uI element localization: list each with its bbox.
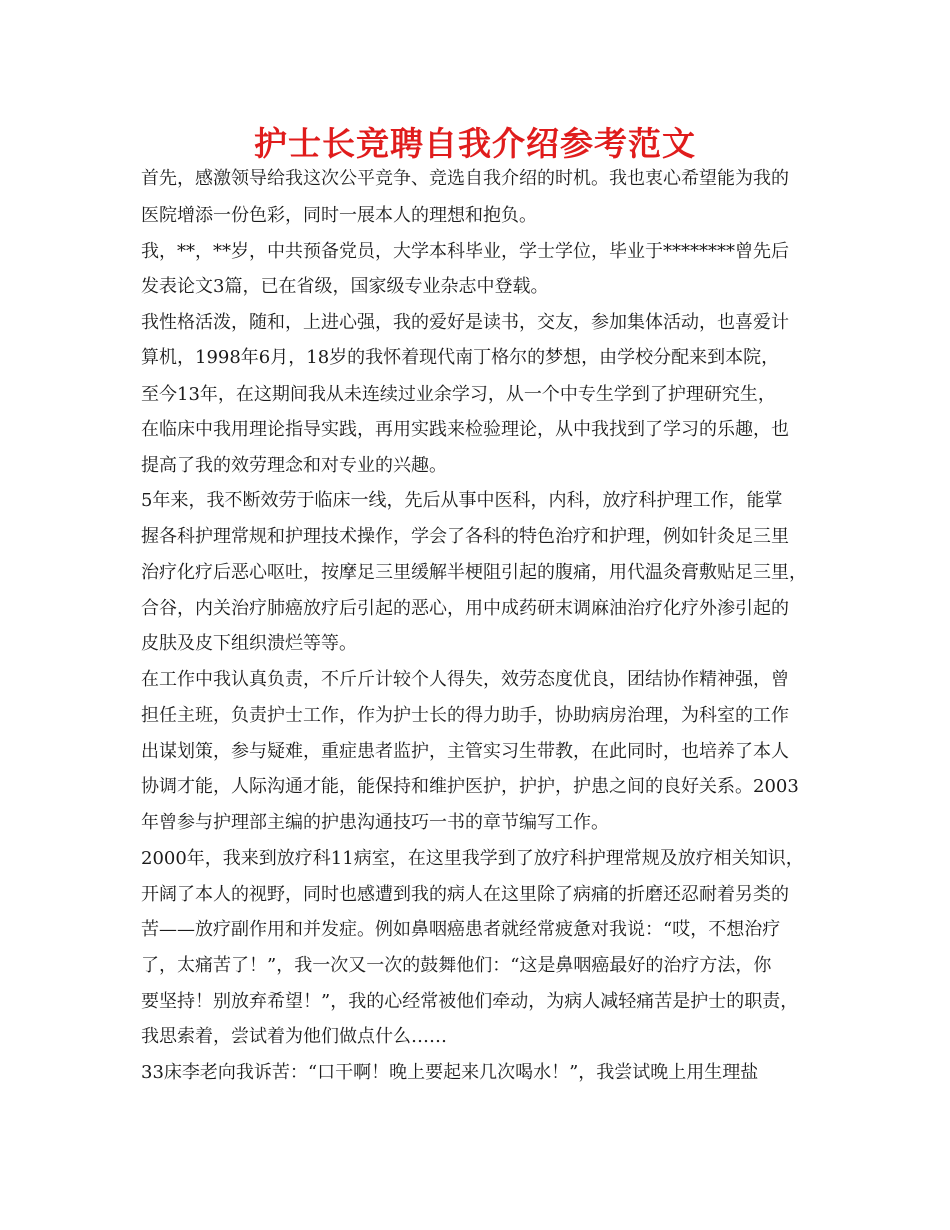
text-line: 2000年，我来到放疗科11病室，在这里我学到了放疗科护理常规及放疗相关知识， <box>141 848 804 869</box>
text-line: 年曾参与护理部主编的护患沟通技巧一书的章节编写工作。 <box>141 812 609 833</box>
text-line: 担任主班，负责护士工作，作为护士长的得力助手，协助病房治理，为科室的工作 <box>141 705 789 726</box>
text-line: 医院增添一份色彩，同时一展本人的理想和抱负。 <box>141 205 537 226</box>
text-line: 我思索着，尝试着为他们做点什么…… <box>141 1026 447 1047</box>
text-line: 握各科护理常规和护理技术操作，学会了各科的特色治疗和护理，例如针灸足三里 <box>141 526 789 547</box>
text-line: 33床李老向我诉苦：“口干啊！晚上要起来几次喝水！”，我尝试晚上用生理盐 <box>141 1062 759 1083</box>
text-line: 合谷，内关治疗肺癌放疗后引起的恶心，用中成药研末调麻油治疗化疗外渗引起的 <box>141 598 789 619</box>
text-line: 皮肤及皮下组织溃烂等等。 <box>141 633 357 654</box>
text-line: 我，**，**岁，中共预备党员，大学本科毕业，学士学位，毕业于********曾先后 <box>141 241 789 262</box>
text-line: 5年来，我不断效劳于临床一线，先后从事中医科，内科，放疗科护理工作，能掌 <box>141 490 783 511</box>
text-line: 苦——放疗副作用和并发症。例如鼻咽癌患者就经常疲惫对我说：“哎，不想治疗 <box>141 919 781 940</box>
text-line: 算机，1998年6月，18岁的我怀着现代南丁格尔的梦想，由学校分配来到本院， <box>141 347 780 368</box>
text-line: 提高了我的效劳理念和对专业的兴趣。 <box>141 455 447 476</box>
text-line: 在临床中我用理论指导实践，再用实践来检验理论，从中我找到了学习的乐趣，也 <box>141 419 789 440</box>
text-line: 开阔了本人的视野，同时也感遭到我的病人在这里除了病痛的折磨还忍耐着另类的 <box>141 884 789 905</box>
text-line: 治疗化疗后恶心呕吐，按摩足三里缓解半梗阻引起的腹痛，用代温灸膏敷贴足三里， <box>141 562 807 583</box>
text-line: 协调才能，人际沟通才能，能保持和维护医护，护护，护患之间的良好关系。2003 <box>141 776 799 797</box>
text-line: 我性格活泼，随和，上进心强，我的爱好是读书，交友，参加集体活动，也喜爱计 <box>141 312 789 333</box>
text-line: 出谋划策，参与疑难，重症患者监护，主管实习生带教，在此同时，也培养了本人 <box>141 741 789 762</box>
text-line: 了，太痛苦了！”，我一次又一次的鼓舞他们：“这是鼻咽癌最好的治疗方法，你 <box>141 955 772 976</box>
text-line: 至今13年，在这期间我从未连续过业余学习，从一个中专生学到了护理研究生， <box>141 384 776 405</box>
text-line: 发表论文3篇，已在省级，国家级专业杂志中登载。 <box>141 276 549 297</box>
text-line: 在工作中我认真负责，不斤斤计较个人得失，效劳态度优良，团结协作精神强，曾 <box>141 669 789 690</box>
text-line: 首先，感激领导给我这次公平竞争、竞选自我介绍的时机。我也衷心希望能为我的 <box>141 168 789 189</box>
text-line: 要坚持！别放弃希望！”，我的心经常被他们牵动，为病人减轻痛苦是护士的职责， <box>141 991 799 1012</box>
document-title: 护士长竞聘自我介绍参考范文 <box>254 124 696 163</box>
